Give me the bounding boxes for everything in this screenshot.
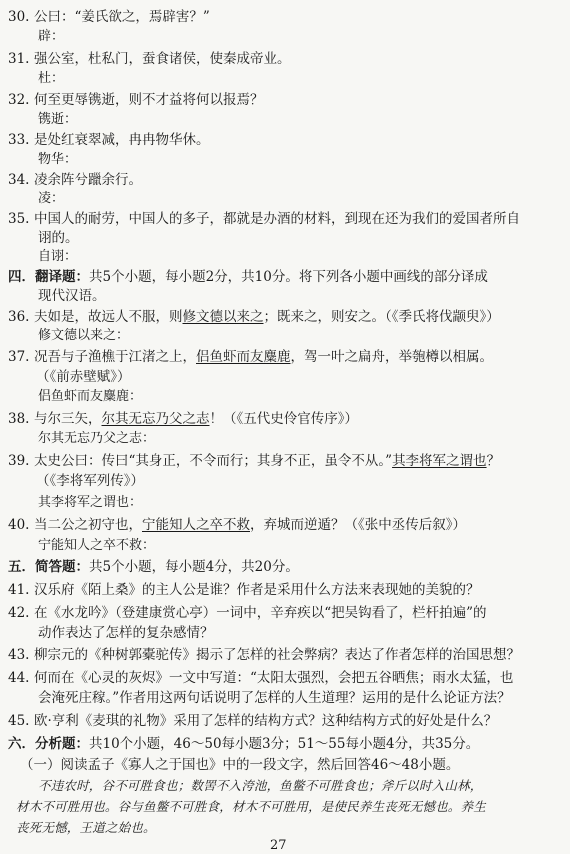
question-number: 45. (8, 713, 30, 729)
page-number: 27 (270, 838, 287, 853)
question-number: 40. (8, 517, 30, 533)
question-number: 34. (8, 172, 30, 188)
section-desc: 共10个小题，46～50每小题3分；51～55每小题4分，共35分。 (89, 736, 480, 752)
question-number: 41. (8, 582, 30, 598)
question-text: 中国人的耐劳，中国人的多子，都就是办酒的材料，到现在还为我们的爱国者所自 (34, 211, 520, 227)
section-4-heading (8, 268, 488, 286)
question-text: 何至更辱镌逝，则不才益将何以报焉？ (34, 92, 264, 108)
question-44 (8, 669, 513, 687)
question-number: 32. (8, 92, 30, 108)
passage-line: 不违农时，谷不可胜食也；数罟不入洿池，鱼鳖不可胜食也；斧斤以时入山林， (38, 778, 483, 793)
section-title: 翻译题： (35, 269, 89, 285)
answer-37: 侣鱼虾而友麋鹿： (38, 389, 143, 404)
question-33 (8, 131, 210, 149)
section-label: 五． (8, 559, 35, 575)
question-text-post: ；既来之，则安之。（《季氏将伐颛臾》） (263, 309, 500, 325)
section-title: 简答题： (35, 559, 89, 575)
question-number: 35. (8, 211, 30, 227)
question-text-post: ？ (486, 453, 501, 469)
section-label: 四． (8, 269, 35, 285)
question-42 (8, 604, 487, 622)
part-1-heading (20, 756, 459, 774)
underlined-phrase: 修文德以来之 (182, 309, 264, 325)
question-text: 柳宗元的《种树郭橐驼传》揭示了怎样的社会弊病？表达了作者怎样的治国思想？ (34, 647, 520, 663)
section-5-heading (8, 558, 299, 576)
question-number: 43. (8, 647, 30, 663)
question-text: 是处红衰翠减，冉冉物华休。 (34, 132, 210, 148)
question-43 (8, 646, 520, 664)
question-text-pre: 夫如是，故远人不服，则 (34, 309, 183, 325)
section-6-heading (8, 735, 479, 753)
question-39 (8, 452, 500, 470)
question-text-pre: 太史公曰：传曰“其身正，不令而行；其身不正，虽令不从。” (34, 453, 393, 469)
question-text-pre: 当二公之初守也， (34, 517, 142, 533)
question-number: 44. (8, 670, 30, 686)
part-text: 阅读孟子《寡人之于国也》中的一段文字，然后回答46～48小题。 (60, 757, 460, 773)
question-40 (8, 516, 466, 534)
answer-33: 物华： (38, 152, 78, 167)
passage-line: 丧死无憾，王道之始也。 (16, 820, 156, 835)
question-number: 42. (8, 605, 30, 621)
question-37-source: （《前赤壁赋》） (36, 369, 131, 385)
answer-31: 杜： (38, 71, 65, 86)
question-number: 36. (8, 309, 30, 325)
answer-34: 凌： (38, 191, 65, 206)
section-desc: 共5个小题，每小题2分，共10分。将下列各小题中画线的部分译成 (89, 269, 488, 285)
question-number: 31. (8, 51, 30, 67)
part-label: （一） (20, 757, 61, 773)
question-text: 汉乐府《陌上桑》的主人公是谁？作者是采用什么方法来表现她的美貌的？ (34, 582, 480, 598)
answer-35: 自诩： (38, 249, 78, 264)
section-desc: 共5个小题，每小题4分，共20分。 (89, 559, 299, 575)
answer-36: 修文德以来之： (38, 328, 130, 343)
question-32 (8, 91, 264, 109)
question-30 (8, 8, 210, 26)
answer-40: 宁能知人之卒不救： (38, 538, 156, 553)
question-text-pre: 与尔三矢， (34, 411, 102, 427)
question-44-cont: 会淹死庄稼。”作者用这两句话说明了怎样的人生道理？运用的是什么论证方法？ (38, 690, 511, 706)
passage-line: 材木不可胜用也。谷与鱼鳖不可胜食，材木不可胜用，是使民养生丧死无憾也。养生 (16, 799, 486, 814)
section-4-desc-cont: 现代汉语。 (38, 288, 106, 304)
question-number: 33. (8, 132, 30, 148)
underlined-phrase: 尔其无忘乃父之志 (101, 411, 210, 427)
question-text: 公曰：“姜氏欲之，焉辟害？” (34, 9, 210, 25)
question-text-post: ，驾一叶之扁舟，举匏樽以相属。 (290, 349, 493, 365)
question-number: 38. (8, 411, 30, 427)
answer-32: 镌逝： (38, 112, 78, 127)
question-36 (8, 308, 500, 326)
question-text: 在《水龙吟》（登建康赏心亭）一词中，辛弃疾以“把吴钩看了，栏杆拍遍”的 (34, 605, 487, 621)
answer-39: 其李将军之谓也： (38, 495, 143, 510)
answer-30: 辟： (38, 29, 65, 44)
question-34 (8, 171, 142, 189)
question-35 (8, 210, 520, 228)
question-text-post: ，弃城而逆遁？（《张中丞传后叙》） (250, 517, 466, 533)
question-38 (8, 410, 358, 428)
section-title: 分析题： (35, 736, 89, 752)
question-text: 欧·亨利《麦琪的礼物》采用了怎样的结构方式？这种结构方式的好处是什么？ (34, 713, 498, 729)
question-39-source: （《李将军列传》） (36, 473, 144, 489)
underlined-phrase: 宁能知人之卒不救 (142, 517, 250, 533)
question-37 (8, 348, 493, 366)
question-45 (8, 712, 497, 730)
underlined-phrase: 其李将军之谓也 (392, 453, 487, 469)
answer-38: 尔其无忘乃父之志： (38, 431, 156, 446)
question-number: 37. (8, 349, 30, 365)
question-text: 强公室，杜私门，蚕食诸侯，使秦成帝业。 (34, 51, 291, 67)
underlined-phrase: 侣鱼虾而友麋鹿 (196, 349, 291, 365)
question-35-cont: 诩的。 (38, 230, 79, 246)
question-number: 39. (8, 453, 30, 469)
question-text-post: ！（《五代史伶官传序》） (209, 411, 358, 427)
question-text: 何而在《心灵的灰烬》一文中写道：“太阳太强烈，会把五谷晒焦；雨水太猛，也 (34, 670, 514, 686)
question-31 (8, 50, 291, 68)
question-text-pre: 况吾与子渔樵于江渚之上， (34, 349, 196, 365)
section-label: 六． (8, 736, 35, 752)
question-42-cont: 动作表达了怎样的复杂感情？ (38, 625, 214, 641)
question-41 (8, 581, 480, 599)
question-text: 凌余阵兮躐余行。 (34, 172, 142, 188)
question-number: 30. (8, 9, 30, 25)
